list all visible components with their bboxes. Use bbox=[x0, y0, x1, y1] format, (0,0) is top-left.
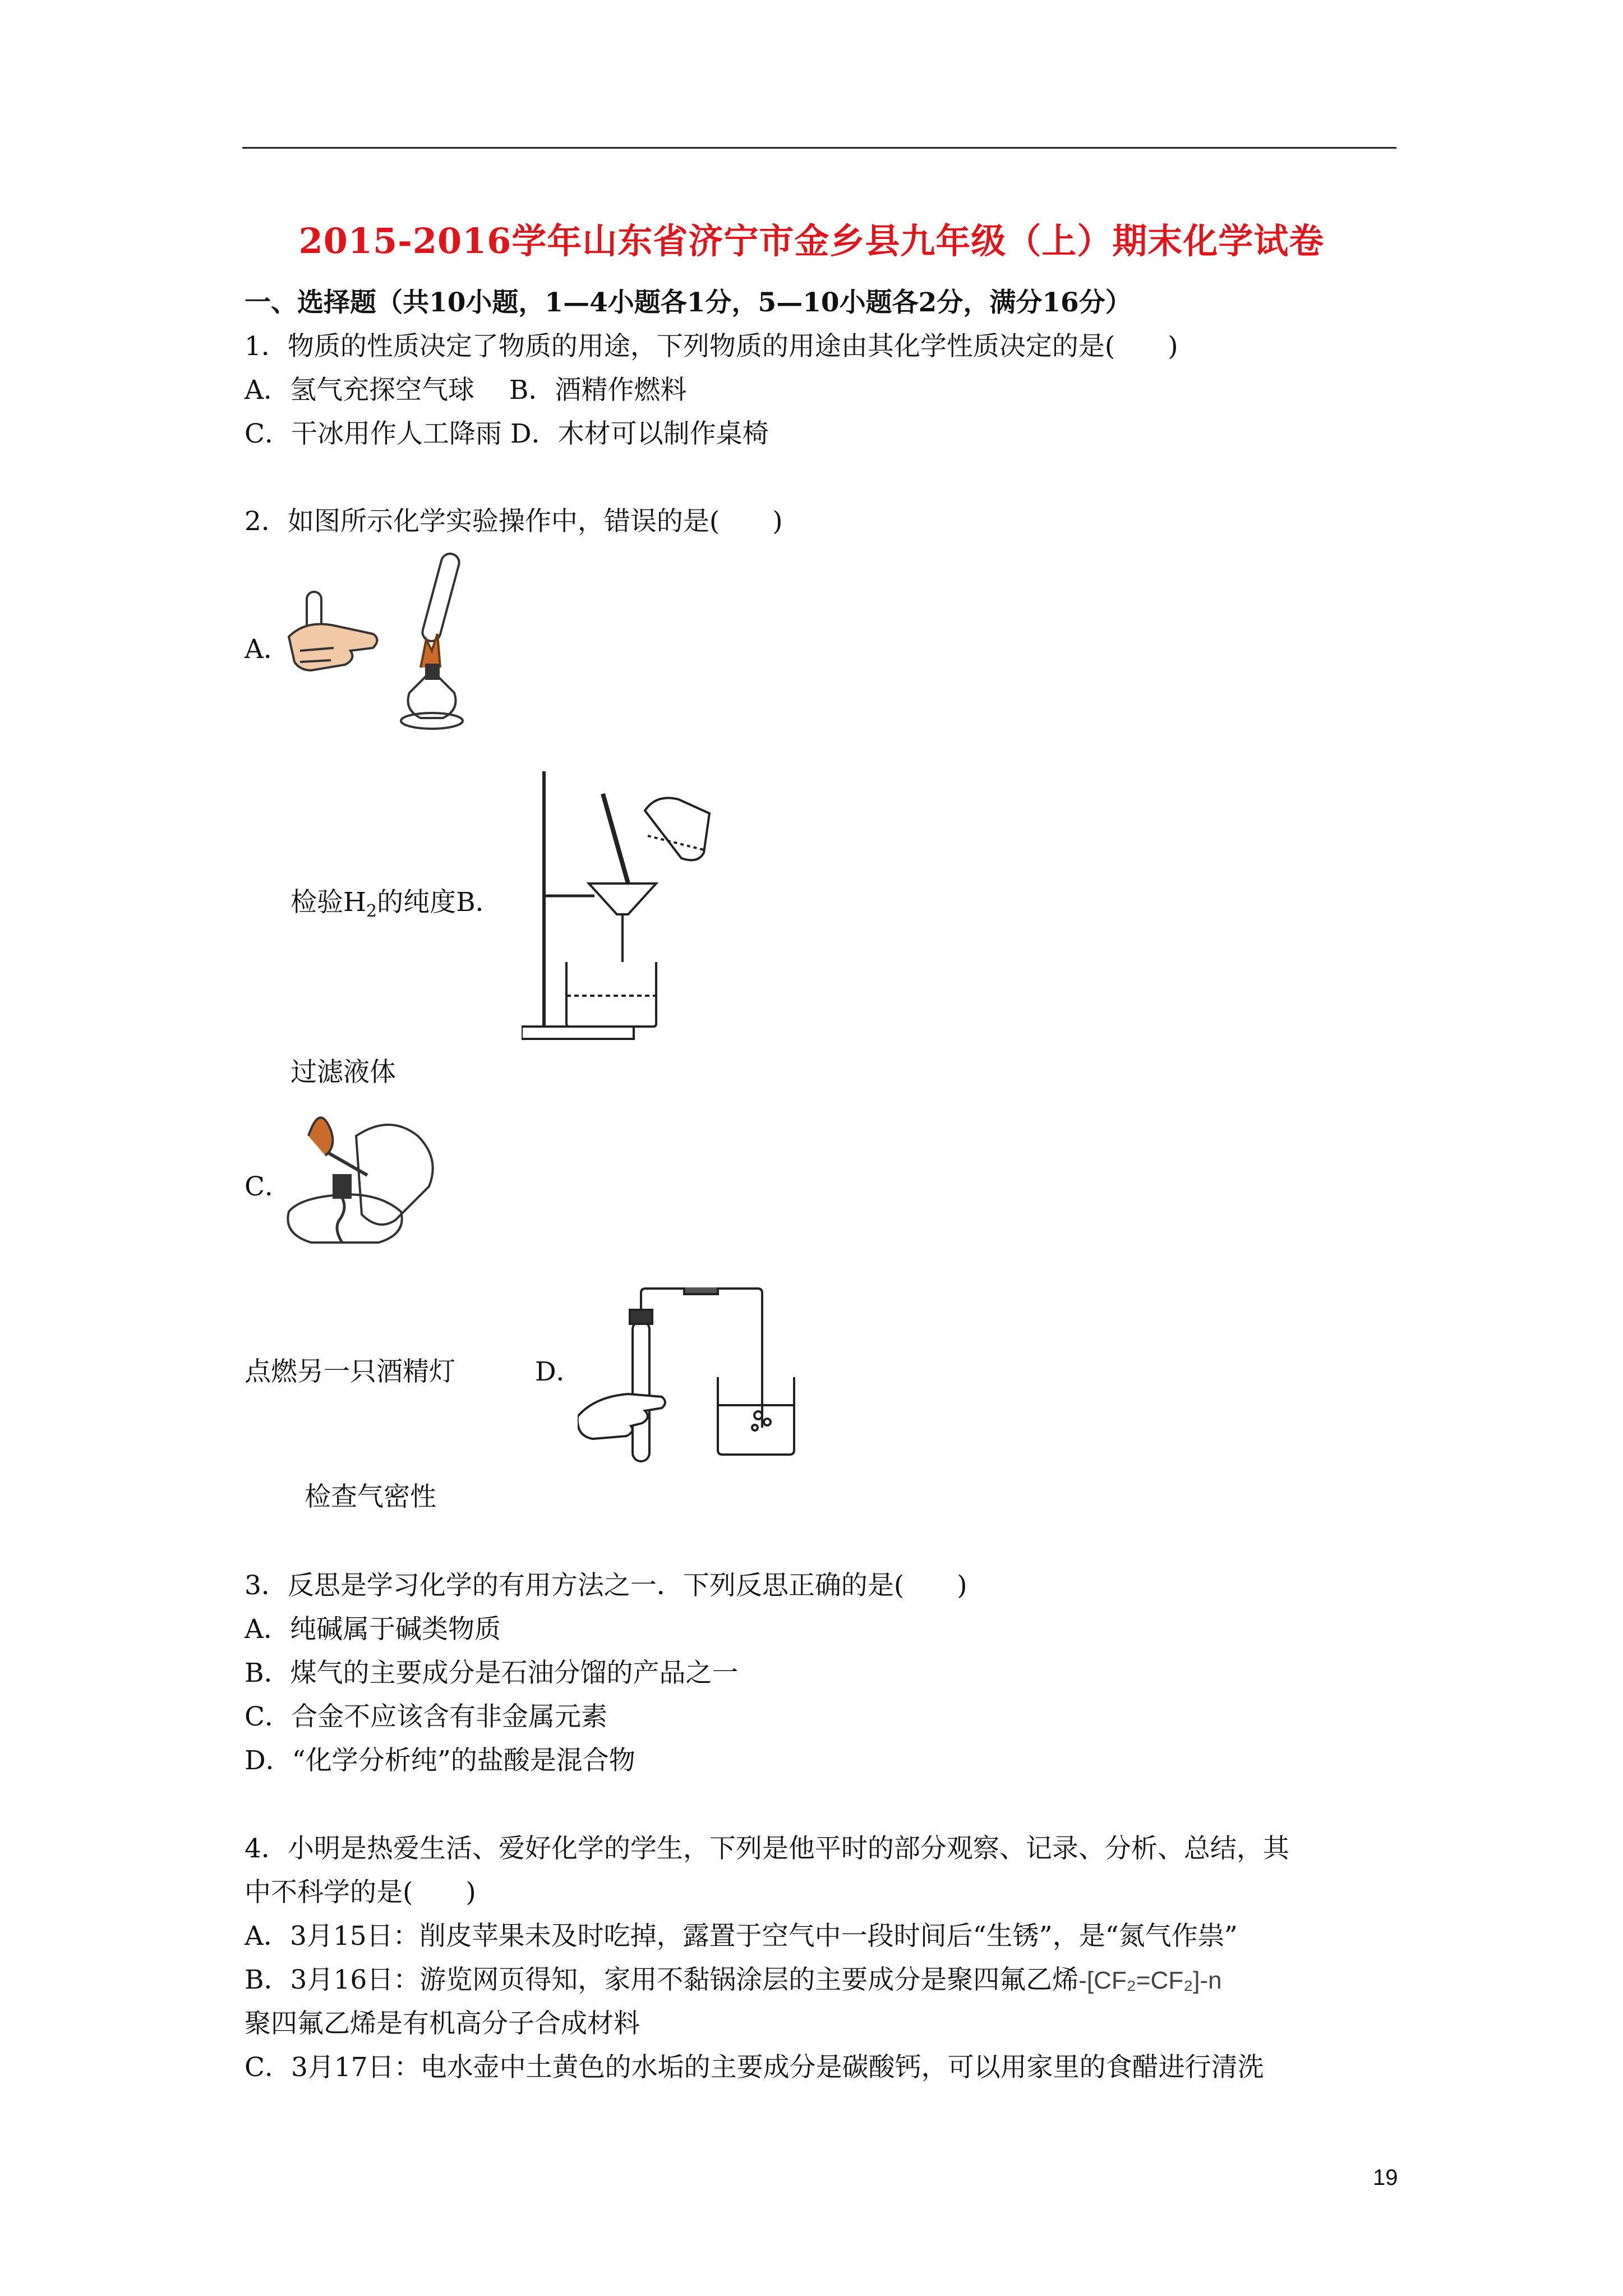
q2-caption-c: 点燃另一只酒精灯 bbox=[245, 1356, 455, 1387]
q2-label-d: D． bbox=[535, 1356, 583, 1387]
q3-option-d: D．“化学分析纯”的盐酸是混合物 bbox=[245, 1745, 635, 1776]
q1-options-cd: C．干冰用作人工降雨 D．木材可以制作桌椅 bbox=[245, 418, 769, 449]
q4-option-b-line1: B．3月16日：游览网页得知，家用不黏锅涂层的主要成分是聚四氟乙烯-[CF₂=CF₂]-n bbox=[245, 1964, 1222, 1995]
airtight-check-icon bbox=[578, 1287, 802, 1467]
q3-stem: 3．反思是学习化学的有用方法之一．下列反思正确的是( ) bbox=[245, 1570, 967, 1601]
q3-option-c: C．合金不应该含有非金属元素 bbox=[245, 1701, 607, 1732]
q2-caption-a: 检验$H_2$的纯度B． bbox=[291, 887, 502, 921]
q4-stem-line1: 4．小明是热爱生活、爱好化学的学生，下列是他平时的部分观察、记录、分析、总结，其 bbox=[245, 1833, 1289, 1864]
filtration-apparatus-icon bbox=[522, 771, 723, 1041]
header-rule bbox=[242, 147, 1396, 149]
test-tube-hand-icon bbox=[283, 553, 474, 738]
q4-option-a: A．3月15日：削皮苹果未及时吃掉，露置于空气中一段时间后“生锈”，是“氮气作祟” bbox=[245, 1921, 1238, 1952]
two-lamps-icon bbox=[283, 1102, 451, 1259]
q2-caption-b: 过滤液体 bbox=[291, 1057, 396, 1088]
q3-option-a: A．纯碱属于碱类物质 bbox=[245, 1614, 501, 1645]
q4-option-c: C．3月17日：电水壶中土黄色的水垢的主要成分是碳酸钙，可以用家里的食醋进行清洗 bbox=[245, 2052, 1264, 2083]
page-title: 2015-2016学年山东省济宁市金乡县九年级（上）期末化学试卷 bbox=[298, 220, 1325, 261]
q3-option-b: B．煤气的主要成分是石油分馏的产品之一 bbox=[245, 1658, 739, 1688]
q2-label-c: C． bbox=[245, 1171, 291, 1202]
q2-stem: 2．如图所示化学实验操作中，错误的是( ) bbox=[245, 506, 783, 537]
ptfe-formula: -[CF₂=CF₂]-n bbox=[1078, 1967, 1222, 1994]
page-number: 19 bbox=[1373, 2165, 1398, 2190]
section-heading: 一、选择题（共10小题，1—4小题各1分，5—10小题各2分，满分16分） bbox=[245, 287, 1132, 318]
q2-caption-d: 检查气密性 bbox=[305, 1481, 436, 1512]
q2-label-b: B． bbox=[456, 887, 502, 918]
q1-stem: 1．物质的性质决定了物质的用途，下列物质的用途由其化学性质决定的是( ) bbox=[245, 331, 1178, 362]
q1-options-ab: A．氢气充探空气球 B．酒精作燃料 bbox=[245, 375, 687, 406]
q4-stem-line2: 中不科学的是( ) bbox=[245, 1877, 476, 1908]
q2-label-a: A． bbox=[245, 634, 290, 665]
q4-option-b-line2: 聚四氟乙烯是有机高分子合成材料 bbox=[245, 2008, 640, 2039]
